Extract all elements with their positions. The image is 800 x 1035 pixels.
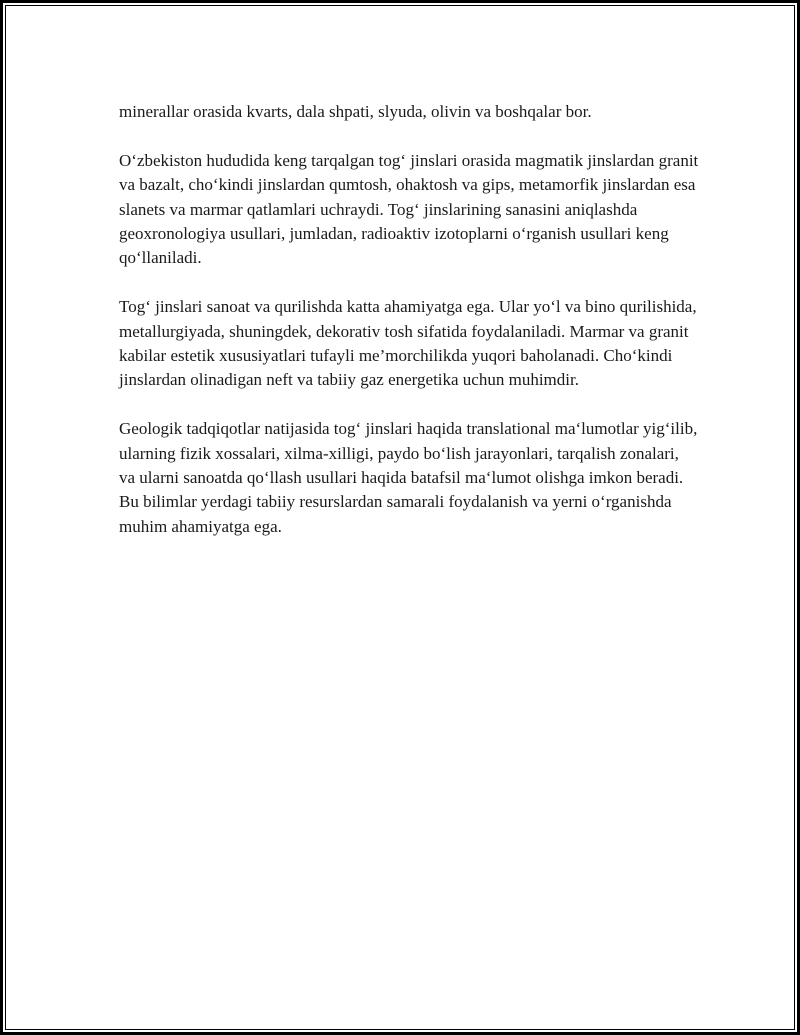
paragraph-2: O‘zbekiston hududida keng tarqalgan tog‘ jinslari orasida magmatik jinslardan granit va bazalt, cho‘kindi jinslardan qumtosh, ohaktosh va gips, metamorfik jinslardan esa slanets va marmar qatlamlari uchraydi. Tog‘ jinslarining sanasini aniqlashda geoxronologiya usullari, jumladan, radioaktiv izotoplarni o‘rganish usullari keng qo‘llaniladi.	[119, 150, 699, 268]
paragraph-1: minerallar orasida kvarts, dala shpati, slyuda, olivin va boshqalar bor.	[119, 102, 592, 121]
document-body	[119, 100, 699, 539]
paragraph-3: Tog‘ jinslari sanoat va qurilishda katta ahamiyatga ega. Ular yo‘l va bino qurilishida, metallurgiyada, shuningdek, dekorativ tosh sifatida foydalaniladi. Marmar va granit kabilar estetik xususiyatlari tufayli me’morchilikda yuqori baholanadi. Cho‘kindi jinslardan olinadigan neft va tabiiy gaz energetika uchun muhimdir.	[119, 297, 697, 390]
paragraph-4: Geologik tadqiqotlar natijasida tog‘ jinslari haqida translational ma‘lumotlar yig‘ilib, ularning fizik xossalari, xilma-xilligi, paydo bo‘lish jarayonlari, tarqalish zonalari, va ularni sanoatda qo‘llash usullari haqida batafsil ma‘lumot olishga imkon beradi. Bu bilimlar yerdagi tabiiy resurslardan samarali foydalanish va yerni o‘rganishda muhim ahamiyatga ega.	[119, 419, 698, 536]
page	[5, 5, 795, 1030]
